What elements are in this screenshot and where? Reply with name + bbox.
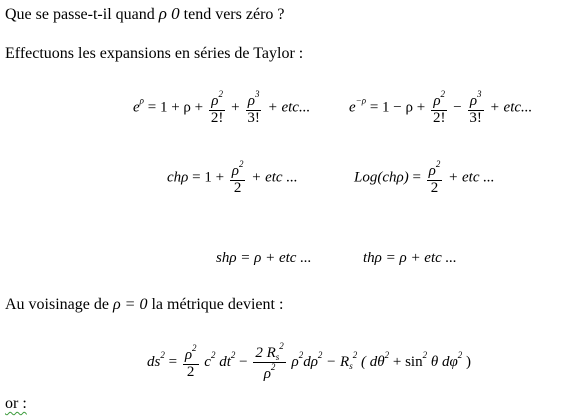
log-post: + etc ... — [448, 169, 495, 186]
equation-ch — [167, 160, 298, 197]
equation-exp-negative — [349, 90, 532, 127]
metric-f2-num-sup: 2 — [279, 341, 284, 351]
metric-t3-sup: 2 — [352, 350, 358, 361]
exp-pos-n1: ρ — [211, 93, 219, 109]
metric-fraction-2 — [253, 342, 285, 383]
equation-exp-positive — [133, 90, 310, 127]
metric-f1-num-sup: 2 — [192, 343, 197, 354]
exp-pos-mid: + — [231, 99, 244, 116]
log-n: ρ — [428, 163, 436, 179]
metric-t1: c — [204, 354, 211, 371]
metric-t1-sup: 2 — [210, 350, 216, 361]
neighborhood-before: Au voisinage de — [5, 296, 113, 313]
exp-pos-n2-sup: 3 — [254, 89, 260, 99]
exp-neg-post: + etc... — [489, 99, 533, 116]
exp-neg-n1-sup: 2 — [440, 89, 446, 99]
metric-f2-den-sup: 2 — [270, 362, 276, 373]
ch-post: + etc ... — [251, 169, 298, 186]
log-pre: = — [412, 169, 425, 186]
metric-t5-sup: 2 — [422, 350, 428, 361]
metric-t1b-sup: 2 — [230, 350, 236, 361]
metric-lhs-sup: 2 — [160, 350, 165, 361]
metric-t2b: dρ — [303, 354, 318, 371]
exp-pos-lhs: e — [133, 99, 140, 116]
exp-pos-lhs-sup: ρ — [139, 95, 144, 106]
metric-eq: = — [168, 354, 181, 371]
question-after: tend vers zéro ? — [183, 6, 285, 23]
exp-pos-pre: = 1 + ρ + — [147, 99, 207, 116]
metric-t6: θ dφ — [430, 354, 458, 371]
metric-t2b-sup: 2 — [317, 350, 323, 361]
or-line — [5, 395, 27, 413]
metric-f2-den: ρ — [263, 366, 271, 383]
exp-neg-lhs-sup: −ρ — [355, 95, 367, 106]
ch-n: ρ — [231, 163, 239, 179]
exp-neg-lhs: e — [349, 99, 356, 116]
exp-pos-d2: 3! — [247, 109, 260, 126]
log-lhs: Log(chρ) — [354, 169, 409, 186]
intro-line: Effectuons les expansions en séries de Taylor : — [5, 45, 304, 62]
metric-t5: + sin — [392, 354, 423, 371]
metric-t4-sup: 2 — [384, 350, 390, 361]
exp-pos-d1: 2! — [210, 109, 224, 126]
exp-neg-n2: ρ — [469, 93, 478, 109]
exp-neg-fraction-1 — [431, 90, 448, 127]
log-d: 2 — [430, 179, 439, 196]
exp-pos-post: + etc... — [267, 99, 311, 116]
exp-neg-n2-sup: 3 — [477, 89, 482, 99]
equation-log-ch — [354, 160, 494, 197]
equation-th: thρ = ρ + etc ... — [363, 250, 457, 266]
metric-lhs: ds — [147, 354, 161, 371]
exp-neg-n1: ρ — [433, 93, 441, 109]
metric-fraction-1 — [183, 344, 199, 381]
or-label: or : — [5, 395, 27, 412]
neighborhood-after: la métrique devient : — [151, 296, 284, 313]
metric-t3: − R — [326, 354, 350, 371]
ch-n-sup: 2 — [238, 159, 244, 169]
neighborhood-line — [5, 296, 283, 314]
metric-minus: − — [239, 354, 252, 371]
neighborhood-math: ρ = 0 — [112, 296, 148, 313]
log-n-sup: 2 — [435, 159, 441, 169]
exp-pos-n1-sup: 2 — [218, 89, 223, 99]
exp-neg-d2: 3! — [469, 109, 482, 126]
metric-t2: ρ — [291, 354, 299, 371]
question-symbol: ρ 0 — [158, 4, 180, 23]
exp-pos-n2: ρ — [247, 93, 255, 109]
metric-t3-sub: s — [349, 361, 353, 372]
metric-t1b: dt — [215, 354, 231, 371]
ch-pre: = 1 + — [192, 169, 228, 186]
metric-t4: ( dθ — [360, 354, 385, 371]
equation-sh: shρ = ρ + etc ... — [216, 250, 312, 266]
ch-lhs: chρ — [167, 169, 189, 186]
metric-f2-num: 2 R — [255, 345, 276, 361]
exp-neg-pre: = 1 − ρ + — [369, 99, 429, 116]
log-fraction — [427, 160, 443, 197]
metric-t6-sup: 2 — [457, 350, 463, 361]
metric-f1-num: ρ — [184, 347, 193, 364]
exp-neg-d1: 2! — [432, 109, 446, 126]
exp-neg-mid: − — [453, 99, 466, 116]
exp-pos-fraction-1 — [209, 90, 226, 127]
metric-f2-num-sub: s — [275, 352, 280, 362]
exp-neg-fraction-2 — [467, 90, 484, 127]
metric-t7: ) — [466, 354, 471, 371]
ch-d: 2 — [233, 179, 242, 196]
ch-fraction — [230, 160, 246, 197]
metric-f1-den: 2 — [186, 364, 195, 381]
question-before: Que se passe-t-il quand — [5, 6, 159, 23]
question-line — [5, 4, 285, 24]
metric-t2-sup: 2 — [298, 350, 304, 361]
exp-pos-fraction-2 — [245, 90, 262, 127]
metric-equation — [147, 342, 471, 383]
